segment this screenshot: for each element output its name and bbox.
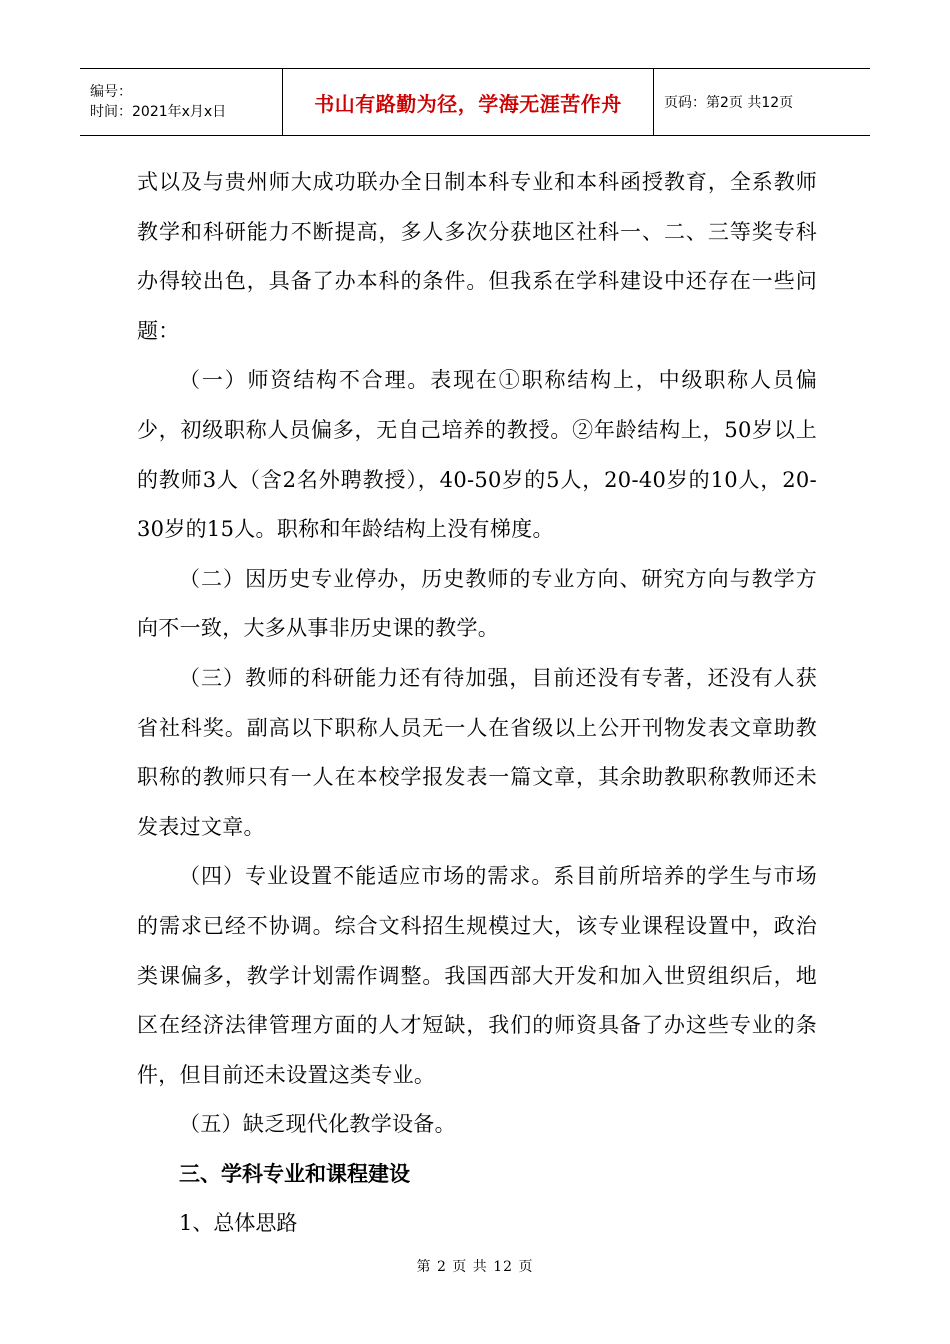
document-body (137, 158, 817, 1249)
paragraph-item-1: （一）师资结构不合理。表现在①职称结构上，中级职称人员偏少，初级职称人员偏多，无自己培养的教授。②年龄结构上，50岁以上的教师3人（含2名外聘教授），40-50岁的5人，20-40岁的10人，20-30岁的15人。职称和年龄结构上没有梯度。 (137, 368, 817, 542)
paragraph-item-4: （四）专业设置不能适应市场的需求。系目前所培养的学生与市场的需求已经不协调。综合文科招生规模过大，该专业课程设置中，政治类课偏多，教学计划需作调整。我国西部大开发和加入世贸组织后，地区在经济法律管理方面的人才短缺，我们的师资具备了办这些专业的条件，但目前还未设置这类专业。 (137, 864, 817, 1087)
paragraph-item-5: （五）缺乏现代化教学设备。 (179, 1112, 456, 1137)
paragraph-continuation: 式以及与贵州师大成功联办全日制本科专业和本科函授教育，全系教师教学和科研能力不断提高，多人多次分获地区社科一、二、三等奖专科办得较出色，具备了办本科的条件。但我系在学科建设中还存在一些问题： (137, 170, 817, 343)
number-label: 编号： (90, 84, 132, 100)
header-page-info: 页码：第2页 共12页 (664, 95, 794, 111)
header-left-cell (80, 69, 282, 135)
time-label: 时间：2021年x月x日 (90, 104, 227, 120)
header-motto: 书山有路勤为径，学海无涯苦作舟 (282, 69, 654, 135)
paragraph-item-2: （二）因历史专业停办，历史教师的专业方向、研究方向与教学方向不一致，大多从事非历史课的教学。 (137, 566, 817, 641)
page-footer: 第 2 页 共 12 页 (416, 1259, 534, 1275)
section-heading: 三、学科专业和课程建设 (179, 1161, 410, 1186)
document-header (80, 68, 870, 136)
subheading: 1、总体思路 (179, 1211, 298, 1236)
paragraph-item-3: （三）教师的科研能力还有待加强，目前还没有专著，还没有人获省社科奖。副高以下职称人员无一人在省级以上公开刊物发表文章助教职称的教师只有一人在本校学报发表一篇文章，其余助教职称教师还未发表过文章。 (137, 665, 817, 839)
